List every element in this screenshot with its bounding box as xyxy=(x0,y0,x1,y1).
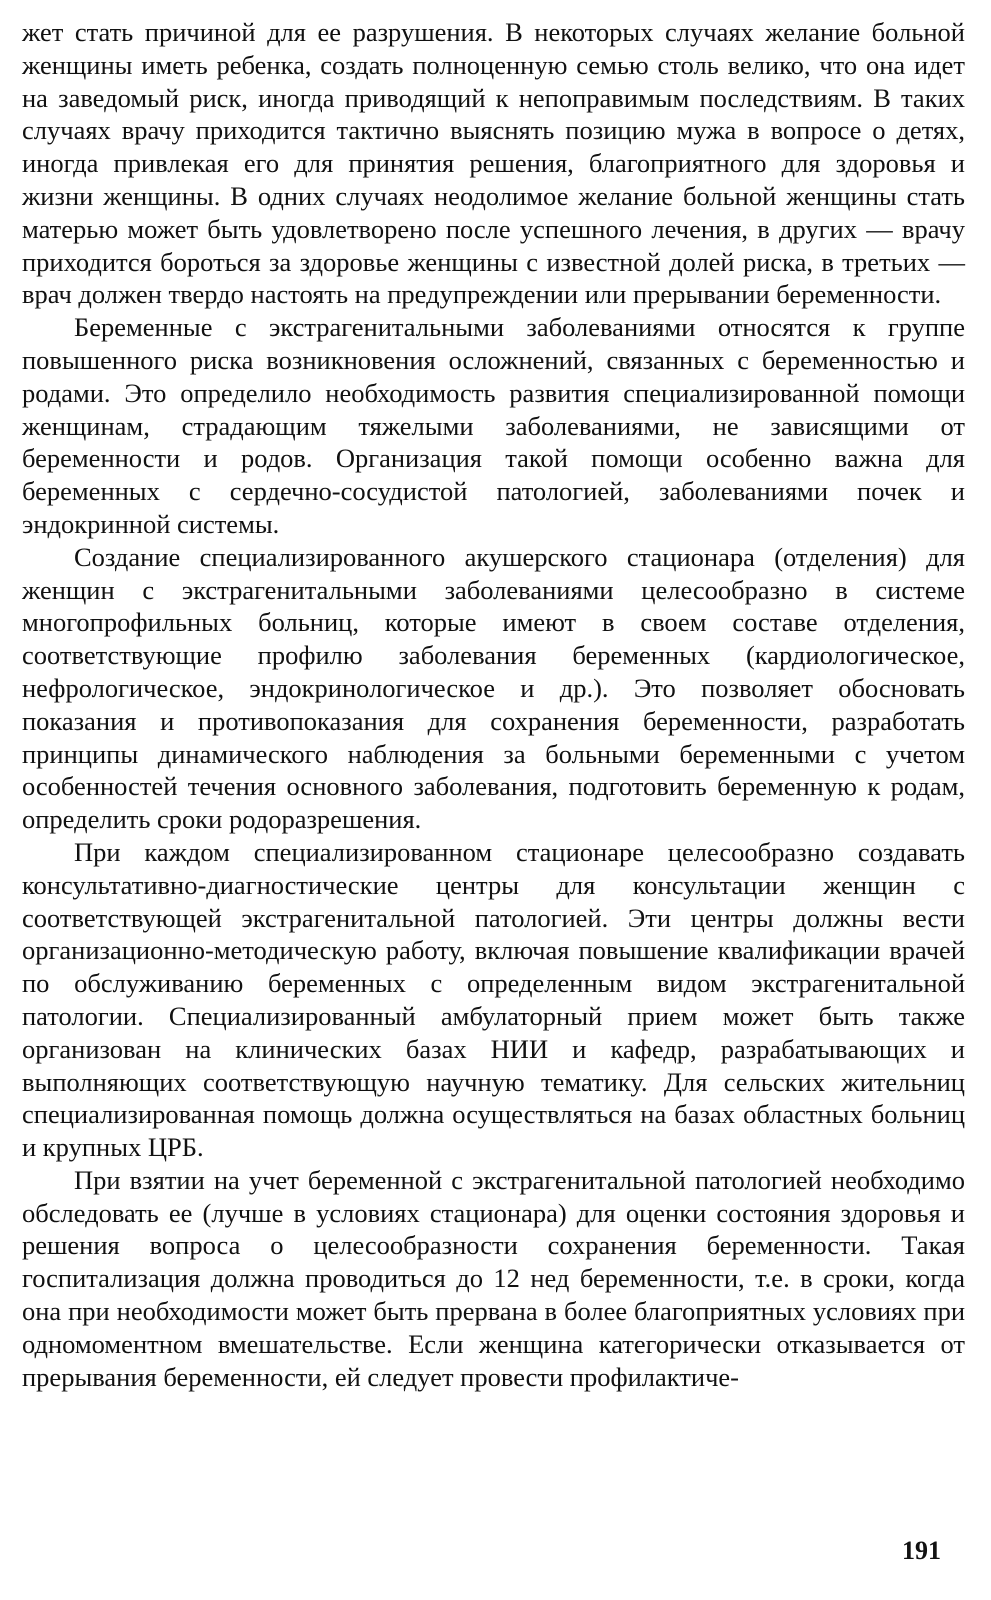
body-text xyxy=(22,16,965,1393)
paragraph-3: Создание специализированного акушерского стационара (отделения) для женщин с экстрагенитальными заболеваниями целесообразно в системе многопрофильных больниц, которые имеют в своем составе отделения, соответствующие профилю заболевания беременных (кардиологическое, нефрологическое, эндокринологическое и др.). Это позволяет обосновать показания и противопоказания для сохранения беременности, разработать принципы динамического наблюдения за больными беременными с учетом особенностей течения основного заболевания, подготовить беременную к родам, определить сроки родоразрешения. xyxy=(22,541,965,835)
paragraph-5: При взятии на учет беременной с экстрагенитальной патологией необходимо обследовать ее (лучше в условиях стационара) для оценки состояния здоровья и решения вопроса о целесообразности сохранения беременности. Такая госпитализация должна проводиться до 12 нед беременности, т.е. в сроки, когда она при необходимости может быть прервана в более благоприятных условиях при одномоментном вмешательстве. Если женщина категорически отказывается от прерывания беременности, ей следует провести профилактиче- xyxy=(22,1164,965,1392)
page-number: 191 xyxy=(902,1536,941,1565)
paragraph-4: При каждом специализированном стационаре целесообразно создавать консультативно-диагностические центры для консультации женщин с соответствующей экстрагенитальной патологией. Эти центры должны вести организационно-методическую работу, включая повышение квалификации врачей по обслуживанию беременных с определенным видом экстрагенитальной патологии. Специализированный амбулаторный прием может быть также организован на клинических базах НИИ и кафедр, разрабатывающих и выполняющих соответствующую научную тематику. Для сельских жительниц специализированная помощь должна осуществляться на базах областных больниц и крупных ЦРБ. xyxy=(22,836,965,1163)
paragraph-2: Беременные с экстрагенитальными заболеваниями относятся к группе повышенного риска возникновения осложнений, связанных с беременностью и родами. Это определило необходимость развития специализированной помощи женщинам, страдающим тяжелыми заболеваниями, не зависящими от беременности и родов. Организация такой помощи особенно важна для беременных с сердечно-сосудистой патологией, заболеваниями почек и эндокринной системы. xyxy=(22,312,965,539)
paragraph-1: жет стать причиной для ее разрушения. В некоторых случаях желание больной женщины иметь ребенка, создать полноценную семью столь велико, что она идет на заведомый риск, иногда приводящий к непоправимым последствиям. В таких случаях врачу приходится тактично выяснять позицию мужа в вопросе о детях, иногда привлекая его для принятия решения, благоприятного для здоровья и жизни женщины. В одних случаях неодолимое желание больной женщины стать матерью может быть удовлетворено после успешного лечения, в других — врачу приходится бороться за здоровье женщины с известной долей риска, в третьих — врач должен твердо настоять на предупреждении или прерывании беременности. xyxy=(22,17,965,310)
